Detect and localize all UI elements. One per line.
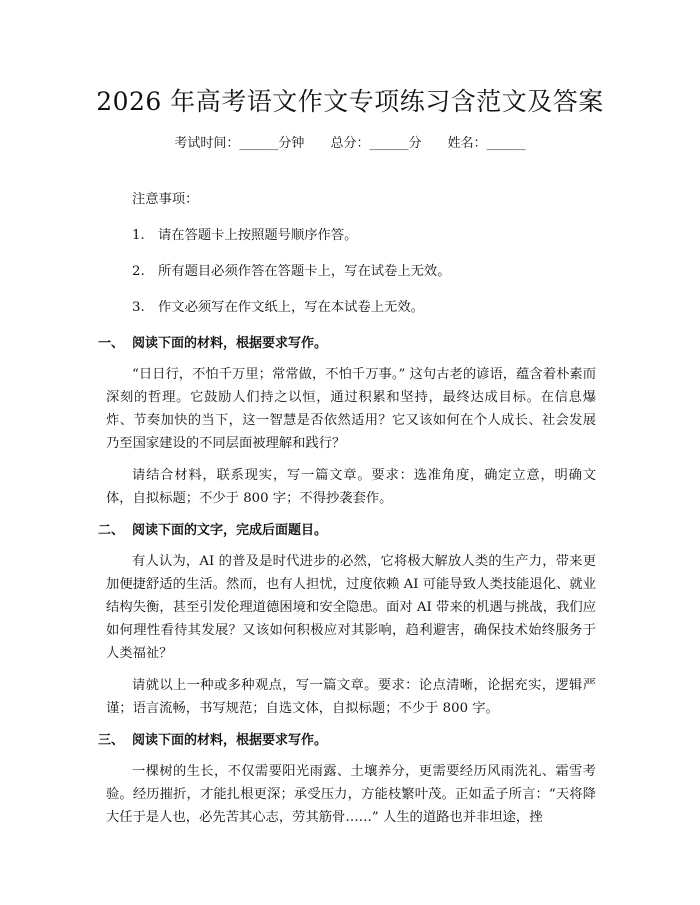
notice-item xyxy=(132,224,596,247)
section-paragraph: 有人认为，AI 的普及是时代进步的必然，它将极大解放人类的生产力，带来更加便捷舒适的生活。然而，也有人担忧，过度依赖 AI 可能导致人类技能退化、就业结构失衡，甚至引发伦理道德困境和安全隐患。面对 AI 带来的机遇与挑战，我们应如何理性看待其发展？又该如何积极应对其影响，趋利避害，确保技术始终服务于人类福祉？ xyxy=(106,554,596,661)
document-title: 2026 年高考语文作文专项练习含范文及答案 xyxy=(96,87,604,116)
notice-item-number: 2. xyxy=(132,264,145,279)
notice-item xyxy=(132,296,596,319)
section-number: 二、 xyxy=(98,523,125,538)
section-number: 三、 xyxy=(98,733,125,748)
section-paragraph: 请就以上一种或多种观点，写一篇文章。要求：论点清晰，论据充实，逻辑严谨；语言流畅，书写规范；自选文体，自拟标题；不少于 800 字。 xyxy=(106,678,596,716)
section-heading xyxy=(98,332,596,355)
notice-heading: 注意事项： xyxy=(132,192,199,207)
notice-item xyxy=(132,260,596,283)
notice-item-text: 所有题目必须作答在答题卡上，写在试卷上无效。 xyxy=(158,264,451,279)
section-number: 一、 xyxy=(98,336,125,351)
notice-item-text: 请在答题卡上按照题号顺序作答。 xyxy=(158,228,358,243)
section-paragraph: “日日行，不怕千万里；常常做，不怕千万事。” 这句古老的谚语，蕴含着朴素而深刻的哲理。它鼓励人们持之以恒，通过积累和坚持，最终达成目标。在信息爆炸、节奏加快的当下，这一智慧是否依然适用？它又该如何在个人成长、社会发展乃至国家建设的不同层面被理解和践行？ xyxy=(106,367,596,451)
section-heading-text: 阅读下面的文字，完成后面题目。 xyxy=(132,523,328,538)
total-score-field: 总分：______分 xyxy=(330,136,422,151)
section-heading-text: 阅读下面的材料，根据要求写作。 xyxy=(132,336,328,351)
notice-item-text: 作文必须写在作文纸上，写在本试卷上无效。 xyxy=(158,300,424,315)
section-heading xyxy=(98,729,596,752)
notice-item-number: 3. xyxy=(132,300,145,315)
notice-item-number: 1. xyxy=(132,228,145,243)
exam-time-field: 考试时间：______分钟 xyxy=(174,136,305,151)
question-section-3 xyxy=(98,729,596,829)
section-heading xyxy=(98,519,596,542)
section-paragraph: 请结合材料，联系现实，写一篇文章。要求：选准角度，确定立意，明确文体，自拟标题；不少于 800 字；不得抄袭套作。 xyxy=(106,468,596,506)
question-section-2 xyxy=(98,519,596,720)
section-paragraph: 一棵树的生长，不仅需要阳光雨露、土壤养分，更需要经历风雨洗礼、霜雪考验。经历摧折，才能扎根更深；承受压力，方能枝繁叶茂。正如孟子所言：“天将降大任于是人也，必先苦其心志，劳其筋骨……” 人生的道路也并非坦途，挫 xyxy=(106,764,596,825)
section-heading-text: 阅读下面的材料，根据要求写作。 xyxy=(132,733,328,748)
student-name-field: 姓名：______ xyxy=(447,136,526,151)
document-body xyxy=(98,188,596,838)
exam-info-line xyxy=(0,132,700,151)
question-section-1 xyxy=(98,332,596,510)
